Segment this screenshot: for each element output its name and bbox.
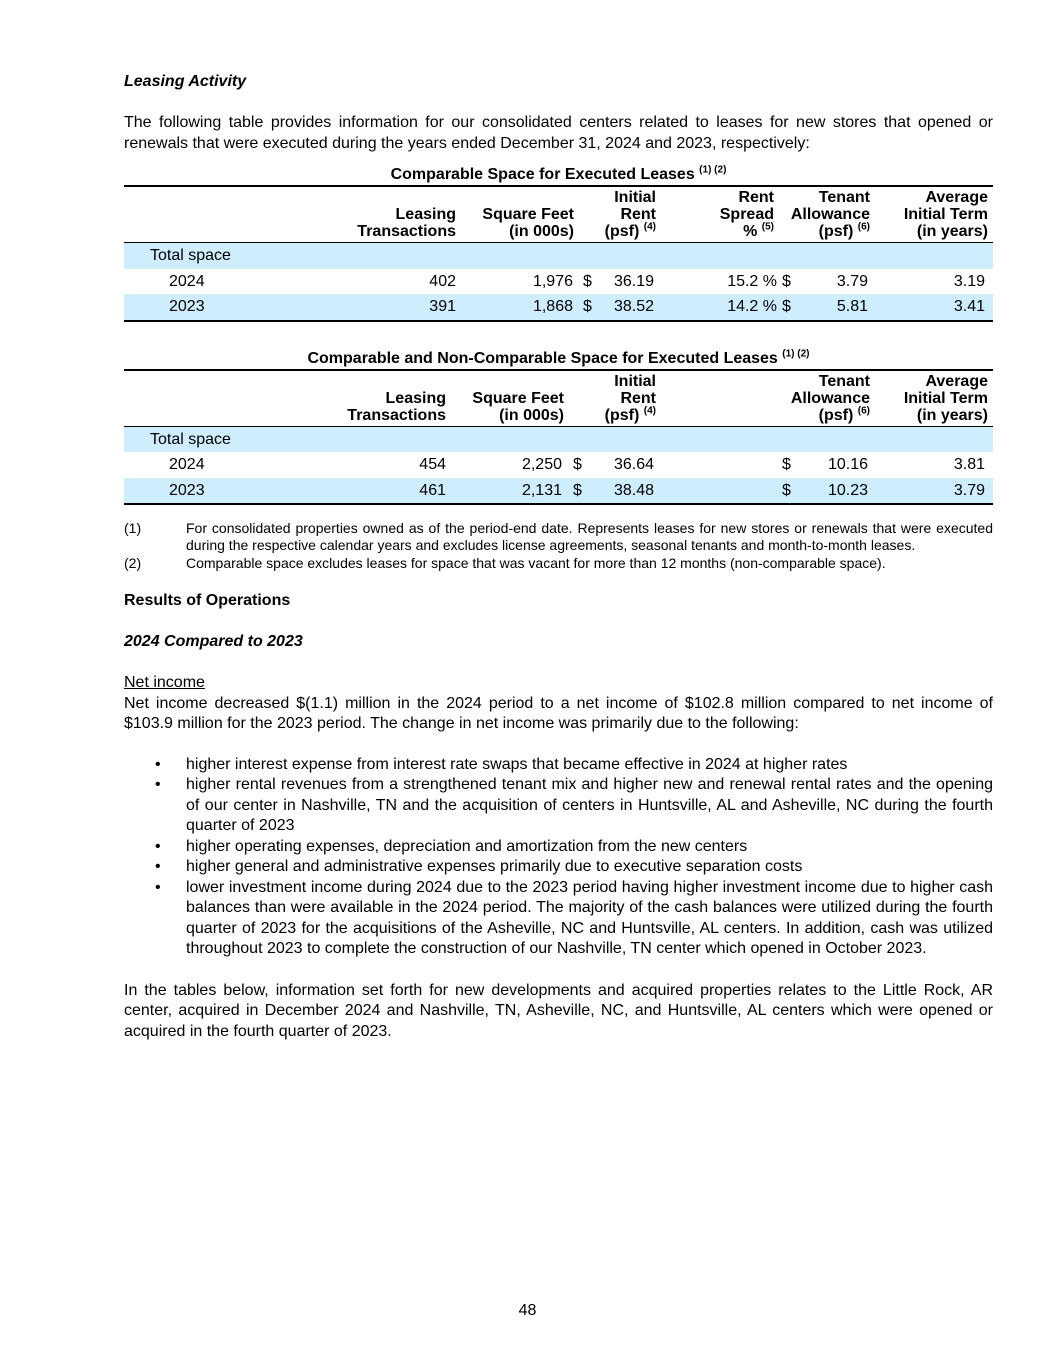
table2-title-text: Comparable and Non-Comparable Space for Executed Leases xyxy=(307,349,778,367)
list-item: • higher interest expense from interest rate swaps that became effective in 2024 at higher rates xyxy=(155,755,848,773)
leasing-intro-paragraph: The following table provides information for our consolidated centers related to leases for new stores that opened or renewals that were executed during the years ended December 31, 2024 and 2023, respectively: xyxy=(124,114,993,152)
table1-col-spread: Rent Spread % $^{(5)}$ xyxy=(719,189,774,240)
table2-header xyxy=(124,371,993,427)
table1-col-allowance: Tenant Allowance (psf) $^{(6)}$ xyxy=(790,189,870,240)
table1-title xyxy=(124,165,993,185)
comparable-noncomparable-table xyxy=(124,369,993,506)
footnote: (1) For consolidated properties owned as of the period-end date. Represents leases for new stores or renewals that were executed during the respective calendar years and excludes license agreements, seasonal tenants and month-to-month leases. xyxy=(124,520,993,553)
table1-col-leasing: Leasing Transactions xyxy=(357,206,456,240)
list-item: • higher general and administrative expenses primarily due to executive separation costs xyxy=(155,858,803,875)
comparable-space-table xyxy=(124,185,993,322)
table1-title-text: Comparable Space for Executed Leases xyxy=(390,166,695,183)
results-heading: Results of Operations xyxy=(124,592,291,609)
net-income-paragraph: Net income decreased $(1.1) million in the 2024 period to a net income of $102.8 million compared to net income of $103.9 million for the 2023 period. The change in net income was primarily due to the following: xyxy=(124,694,993,732)
table1-title-footnote-ref: (1) (2) xyxy=(699,164,727,176)
table2-col-rent: Initial Rent (psf) $^{(4)}$ xyxy=(604,372,656,424)
page-number: 48 xyxy=(518,1302,537,1319)
closing-paragraph: In the tables below, information set forth for new developments and acquired properties relates to the Little Rock, AR center, acquired in December 2024 and Nashville, TN, Asheville, NC, and Huntsville, AL centers which were opened or acquired in the fourth quarter of 2023. xyxy=(124,981,993,1040)
footnotes xyxy=(124,520,993,572)
table2-section-row xyxy=(124,427,993,453)
table1-header xyxy=(124,187,993,243)
table2-col-term: Average Initial Term (in years) xyxy=(903,372,988,424)
table1-col-rent: Initial Rent (psf) $^{(4)}$ xyxy=(604,189,656,240)
table2-col-leasing: Leasing Transactions xyxy=(347,389,446,424)
table2-section-label: Total space xyxy=(150,430,231,448)
net-income-heading: Net income xyxy=(124,674,205,691)
table2-title-footnote-ref: (1) (2) xyxy=(782,348,810,360)
table2-title xyxy=(124,349,993,369)
table-row: 2023 461 2,131 $ 38.48 $ 10.23 3.79 xyxy=(124,478,993,504)
comparison-heading: 2024 Compared to 2023 xyxy=(124,633,303,650)
page-content xyxy=(124,72,993,1042)
table1-section-label: Total space xyxy=(150,247,231,264)
leasing-activity-heading: Leasing Activity xyxy=(124,73,247,90)
table-row: 2024 454 2,250 $ 36.64 $ 10.16 3.81 xyxy=(169,456,985,473)
list-item: • higher rental revenues from a strengthened tenant mix and higher new and renewal rental rates and the opening of our center in Nashville, TN and the acquisition of centers in Huntsville, AL and Asheville, NC during the fourth quarter of 2023 xyxy=(155,776,993,834)
list-item: • higher operating expenses, depreciation and amortization from the new centers xyxy=(155,837,748,855)
table2-col-sqft: Square Feet (in 000s) xyxy=(472,389,564,424)
footnote: (2) Comparable space excludes leases for space that was vacant for more than 12 months (non-comparable space). xyxy=(124,555,886,571)
table1-col-sqft: Square Feet (in 000s) xyxy=(482,206,574,240)
table1-section-row xyxy=(124,243,993,269)
list-item: • lower investment income during 2024 due to the 2023 period having higher investment income due to higher cash balances than were available in the 2024 period. The majority of the cash balances were utilized during the fourth quarter of 2023 for the acquisitions of the Asheville, NC and Huntsville, AL centers. In addition, cash was utilized throughout 2023 to complete the construction of our Nashville, TN center which opened in October 2023. xyxy=(155,878,993,957)
table-row: 2024 402 1,976 $ 36.19 15.2 % $ 3.79 3.19 xyxy=(169,272,985,290)
table-row: 2023 391 1,868 $ 38.52 14.2 % $ 5.81 3.41 xyxy=(124,294,993,320)
table2-col-allowance: Tenant Allowance (psf) $^{(6)}$ xyxy=(790,372,870,424)
net-income-factors-list xyxy=(124,755,993,960)
table1-col-term: Average Initial Term (in years) xyxy=(903,189,988,240)
